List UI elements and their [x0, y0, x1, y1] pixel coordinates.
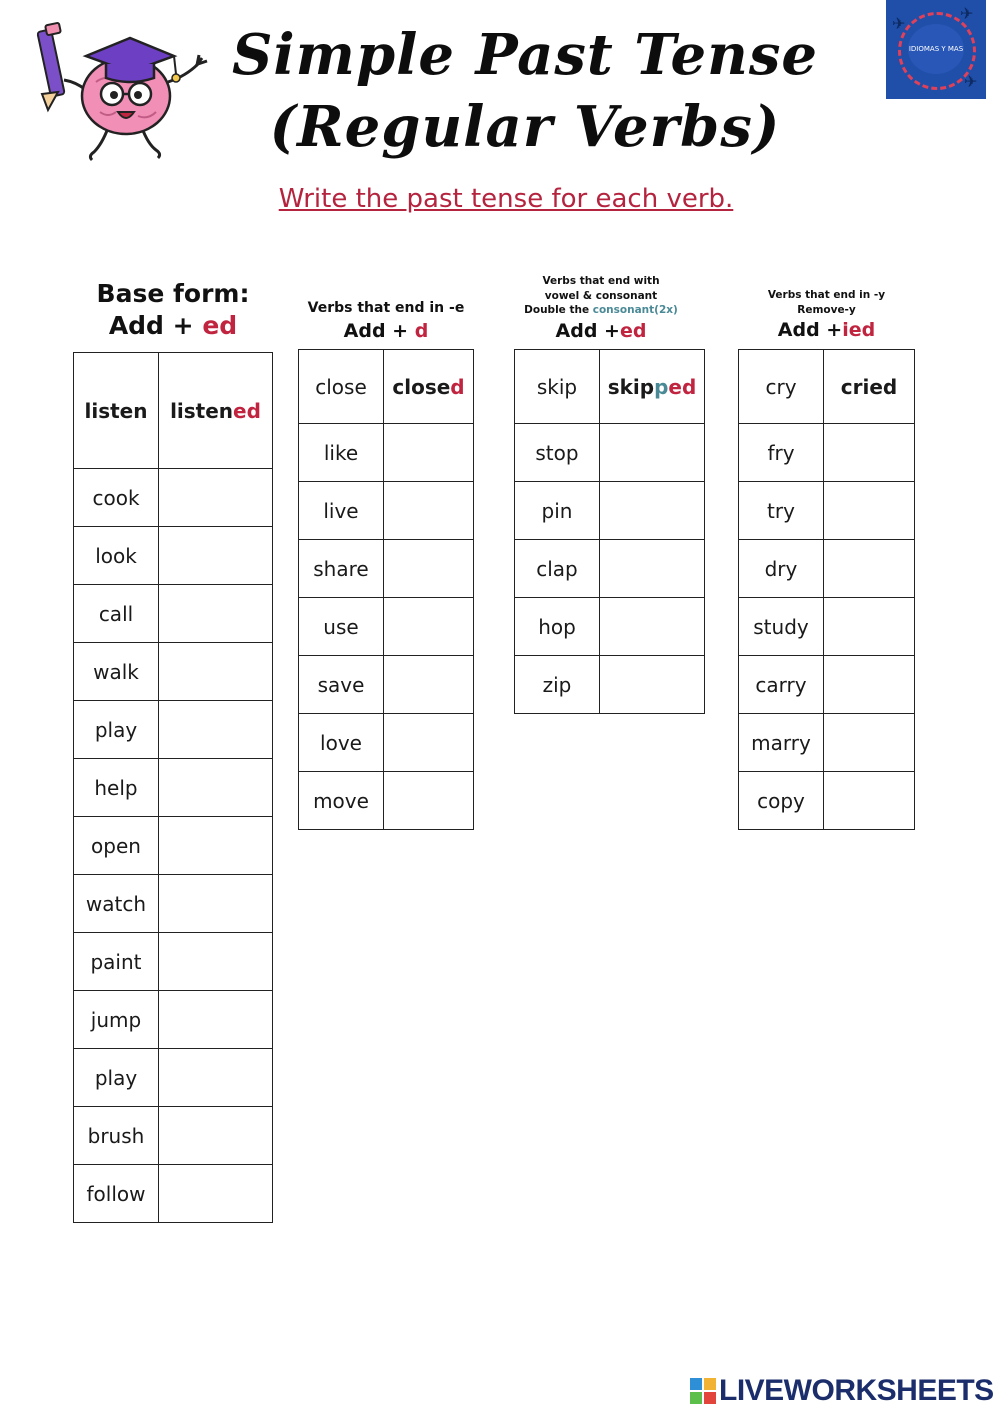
pencil-icon [37, 23, 64, 110]
verb-row [515, 540, 705, 598]
example-row [739, 350, 915, 424]
past-tense-answer-cell[interactable] [159, 1165, 273, 1223]
past-tense-answer-cell[interactable] [384, 598, 474, 656]
instruction-text: Write the past tense for each verb. [278, 184, 734, 214]
base-verb-cell: marry [739, 714, 824, 772]
verb-row [74, 991, 273, 1049]
verb-row [739, 424, 915, 482]
base-verb-cell: walk [74, 643, 159, 701]
base-verb-cell: love [299, 714, 384, 772]
base-verb-cell: share [299, 540, 384, 598]
verb-row [299, 540, 474, 598]
base-verb-cell: stop [515, 424, 600, 482]
past-tense-answer-cell[interactable] [824, 540, 915, 598]
column3-title-line3: Double the consonant(2x) [524, 304, 678, 316]
past-tense-answer-cell[interactable] [384, 482, 474, 540]
table-double-consonant [514, 349, 705, 714]
table-ends-in-y [738, 349, 915, 830]
example-row [515, 350, 705, 424]
base-verb-cell: carry [739, 656, 824, 714]
example-past-verb: listened [159, 353, 273, 469]
base-verb-cell: play [74, 701, 159, 759]
base-verb-cell: call [74, 585, 159, 643]
airplane-icon: ✈ [960, 4, 974, 23]
column4-title-line2: Remove-y [797, 303, 856, 316]
verb-row [74, 1107, 273, 1165]
past-tense-answer-cell[interactable] [159, 1049, 273, 1107]
base-verb-cell: try [739, 482, 824, 540]
verb-row [299, 598, 474, 656]
verb-row [299, 714, 474, 772]
verb-row [74, 875, 273, 933]
example-row [74, 353, 273, 469]
base-verb-cell: hop [515, 598, 600, 656]
column3-title-line1: Verbs that end with [542, 275, 660, 287]
column3-rule: Add +ed [555, 319, 647, 342]
verb-row [74, 469, 273, 527]
past-tense-answer-cell[interactable] [600, 424, 705, 482]
verb-row [739, 540, 915, 598]
past-tense-answer-cell[interactable] [384, 424, 474, 482]
past-tense-answer-cell[interactable] [159, 759, 273, 817]
verb-row [515, 424, 705, 482]
page-title-line1: Simple Past Tense [231, 22, 819, 88]
column1-rule: Add + ed [108, 311, 238, 340]
past-tense-answer-cell[interactable] [824, 424, 915, 482]
verb-row [74, 1049, 273, 1107]
past-tense-answer-cell[interactable] [824, 772, 915, 830]
base-verb-cell: move [299, 772, 384, 830]
past-tense-answer-cell[interactable] [384, 714, 474, 772]
column3-title-line2: vowel & consonant [544, 289, 658, 302]
base-verb-cell: watch [74, 875, 159, 933]
column4-title-line1: Verbs that end in -y [767, 289, 886, 301]
verb-row [299, 656, 474, 714]
past-tense-answer-cell[interactable] [159, 991, 273, 1049]
verb-row [739, 714, 915, 772]
example-base-verb: skip [515, 350, 600, 424]
column1-title: Base form: [96, 279, 250, 308]
past-tense-answer-cell[interactable] [159, 701, 273, 759]
verb-row [515, 656, 705, 714]
verb-row [739, 772, 915, 830]
column4-rule: Add +ied [777, 319, 876, 341]
logo-text: IDIOMAS Y MAS [908, 24, 964, 74]
base-verb-cell: dry [739, 540, 824, 598]
liveworksheets-brand [690, 1374, 994, 1408]
verb-row [74, 759, 273, 817]
past-tense-answer-cell[interactable] [159, 933, 273, 991]
past-tense-answer-cell[interactable] [384, 772, 474, 830]
verb-row [299, 772, 474, 830]
example-row [299, 350, 474, 424]
liveworksheets-wordmark: LIVEWORKSHEETS [719, 1374, 994, 1407]
base-verb-cell: look [74, 527, 159, 585]
example-base-verb: listen [74, 353, 159, 469]
base-verb-cell: copy [739, 772, 824, 830]
base-verb-cell: fry [739, 424, 824, 482]
airplane-icon: ✈ [964, 72, 978, 91]
past-tense-answer-cell[interactable] [824, 656, 915, 714]
past-tense-answer-cell[interactable] [159, 469, 273, 527]
past-tense-answer-cell[interactable] [600, 540, 705, 598]
example-base-verb: close [299, 350, 384, 424]
verb-row [74, 1165, 273, 1223]
base-verb-cell: paint [74, 933, 159, 991]
base-verb-cell: pin [515, 482, 600, 540]
page-title-line2: (Regular Verbs) [269, 94, 781, 160]
base-verb-cell: save [299, 656, 384, 714]
base-verb-cell: cook [74, 469, 159, 527]
past-tense-answer-cell[interactable] [824, 598, 915, 656]
verb-row [739, 656, 915, 714]
past-tense-answer-cell[interactable] [384, 656, 474, 714]
base-verb-cell: jump [74, 991, 159, 1049]
past-tense-answer-cell[interactable] [824, 714, 915, 772]
table-ends-in-e [298, 349, 474, 830]
base-verb-cell: use [299, 598, 384, 656]
base-verb-cell: live [299, 482, 384, 540]
example-base-verb: cry [739, 350, 824, 424]
past-tense-answer-cell[interactable] [159, 1107, 273, 1165]
base-verb-cell: brush [74, 1107, 159, 1165]
airplane-icon: ✈ [892, 14, 906, 33]
past-tense-answer-cell[interactable] [384, 540, 474, 598]
past-tense-answer-cell[interactable] [600, 482, 705, 540]
verb-row [739, 598, 915, 656]
column2-header [298, 298, 474, 344]
verb-row [515, 482, 705, 540]
column4-header [738, 288, 915, 343]
verb-row [299, 424, 474, 482]
verb-row [74, 527, 273, 585]
past-tense-answer-cell[interactable] [824, 482, 915, 540]
idiomas-y-mas-logo [886, 0, 986, 99]
past-tense-answer-cell[interactable] [159, 817, 273, 875]
base-verb-cell: clap [515, 540, 600, 598]
verb-row [739, 482, 915, 540]
base-verb-cell: study [739, 598, 824, 656]
example-past-verb: skipped [600, 350, 705, 424]
base-verb-cell: help [74, 759, 159, 817]
column3-header [505, 274, 697, 344]
column1-header [73, 278, 273, 342]
verb-row [74, 585, 273, 643]
past-tense-answer-cell[interactable] [159, 585, 273, 643]
verb-row [74, 701, 273, 759]
base-verb-cell: play [74, 1049, 159, 1107]
column2-rule: Add + d [343, 320, 429, 342]
brain-mascot-illustration [30, 20, 220, 170]
past-tense-answer-cell[interactable] [159, 643, 273, 701]
column2-title: Verbs that end in -e [307, 300, 465, 316]
base-verb-cell: zip [515, 656, 600, 714]
past-tense-answer-cell[interactable] [159, 527, 273, 585]
verb-row [74, 817, 273, 875]
base-verb-cell: like [299, 424, 384, 482]
base-verb-cell: follow [74, 1165, 159, 1223]
verb-row [299, 482, 474, 540]
liveworksheets-logo-icon [690, 1378, 716, 1404]
example-past-verb: closed [384, 350, 474, 424]
verb-row [74, 643, 273, 701]
base-verb-cell: open [74, 817, 159, 875]
verb-row [74, 933, 273, 991]
example-past-verb: cried [824, 350, 915, 424]
verb-row [515, 598, 705, 656]
past-tense-answer-cell[interactable] [159, 875, 273, 933]
table-base-form [73, 352, 273, 1223]
past-tense-answer-cell[interactable] [600, 598, 705, 656]
past-tense-answer-cell[interactable] [600, 656, 705, 714]
